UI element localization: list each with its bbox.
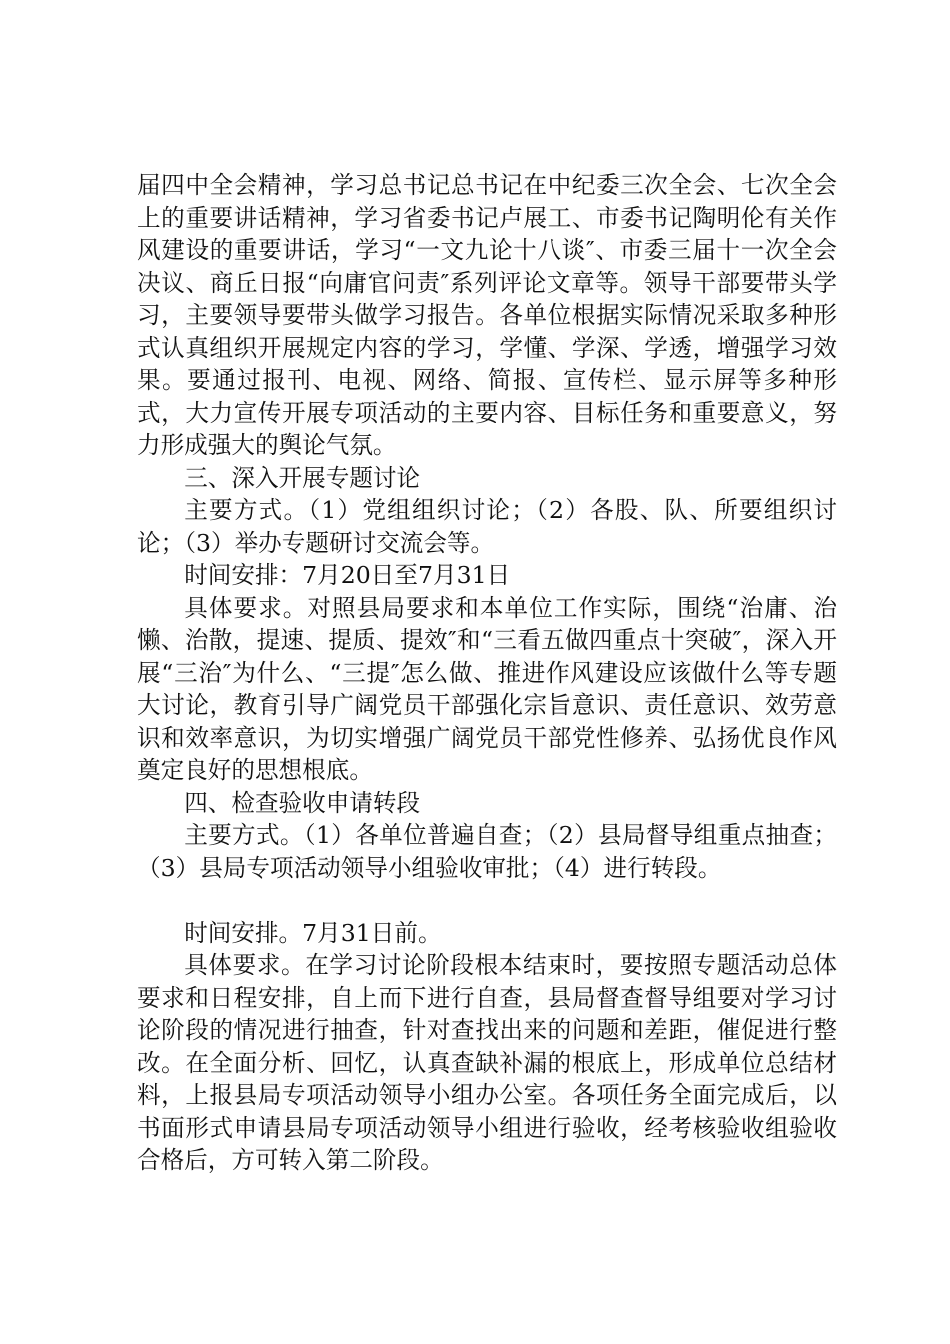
paragraph-inspection-methods: 主要方式。（1）各单位普遍自查；（2）县局督导组重点抽查；（3）县局专项活动领导小组验收审批；（4）进行转段。 (137, 821, 837, 882)
paragraph-discussion-requirements: 具体要求。对照县局要求和本单位工作实际，围绕“治庸、治懒、治散，提速、提质、提效″和“三看五做四重点十突破″，深入开展“三治″为什么、“三提″怎么做、推进作风建设应该做什么等专题大讨论，教育引导广阔党员干部强化宗旨意识、责任意识、效劳意识和效率意识，为切实增强广阔党员干部党性修养、弘扬优良作风奠定良好的思想根底。 (137, 593, 837, 784)
paragraph-discussion-methods: 主要方式。（1）党组组织讨论；（2）各股、队、所要组织讨论；（3）举办专题研讨交流会等。 (137, 496, 837, 557)
paragraph-discussion-schedule: 时间安排：7月20日至7月31日 (184, 561, 511, 589)
paragraph-inspection-requirements: 具体要求。在学习讨论阶段根本结束时，要按照专题活动总体要求和日程安排，自上而下进行自查，县局督查督导组要对学习讨论阶段的情况进行抽查，针对查找出来的问题和差距，催促进行整改。在全面分析、回忆，认真查缺补漏的根底上，形成单位总结材料，上报县局专项活动领导小组办公室。各项任务全面完成后，以书面形式申请县局专项活动领导小组进行验收，经考核验收组验收合格后，方可转入第二阶段。 (137, 951, 837, 1174)
paragraph-study-content: 届四中全会精神，学习总书记总书记在中纪委三次全会、七次全会上的重要讲话精神，学习省委书记卢展工、市委书记陶明伦有关作风建设的重要讲话，学习“一文九论十八谈″、市委三届十一次全会决议、商丘日报“向庸官问责″系列评论文章等。领导干部要带头学习，主要领导要带头做学习报告。各单位根据实际情况采取多种形式认真组织开展规定内容的学习，学懂、学深、学透，增强学习效果。要通过报刊、电视、网络、简报、宣传栏、显示屏等多种形式，大力宣传开展专项活动的主要内容、目标任务和重要意义，努力形成强大的舆论气氛。 (137, 171, 837, 459)
section-heading-inspection: 四、检查验收申请转段 (184, 788, 421, 817)
document-body (137, 169, 837, 1177)
section-heading-discussion: 三、深入开展专题讨论 (184, 463, 421, 492)
paragraph-inspection-schedule: 时间安排。7月31日前。 (184, 918, 442, 947)
